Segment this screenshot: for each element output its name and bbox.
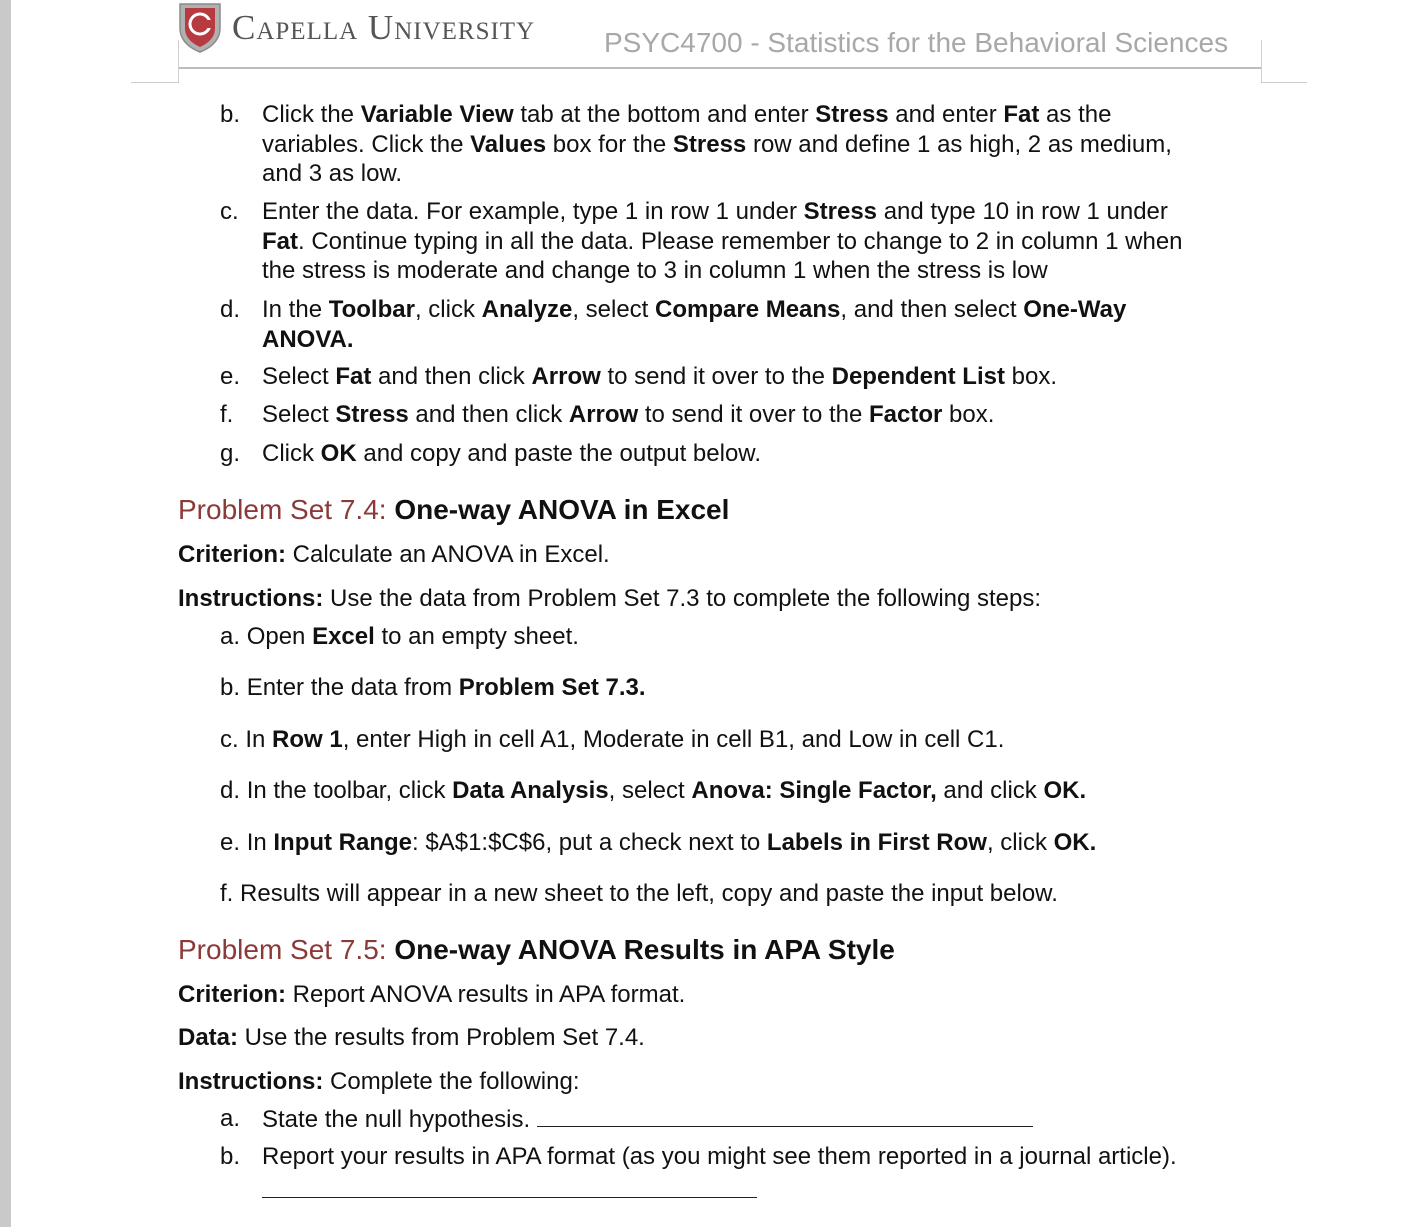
text-run: and 3 as low. (262, 160, 403, 187)
step-label: d. (220, 296, 241, 323)
ps74-step (220, 622, 579, 651)
ps74-criterion (178, 541, 610, 569)
bold-term: Values (470, 130, 547, 158)
text-run: Select (262, 401, 336, 428)
bold-term: ANOVA. (262, 325, 354, 353)
step-line (262, 100, 1172, 130)
text-run: In the (262, 296, 329, 323)
ps74-step (220, 673, 646, 702)
ps74-step (220, 879, 1058, 908)
step-label: a. (220, 623, 247, 650)
text-run: and then click (371, 363, 532, 390)
step-label: g. (220, 440, 241, 467)
criterion-label: Criterion: (178, 541, 286, 568)
ps74-heading: Problem Set 7.4: One-way ANOVA in Excel (178, 494, 730, 525)
bold-term: Arrow (531, 363, 601, 390)
ps75-criterion (178, 981, 685, 1009)
criterion-text: Report ANOVA results in APA format. (286, 981, 686, 1008)
bold-term: Anova: Single Factor, (691, 777, 937, 804)
step-text: Report your results in APA format (as you might see them reported in a journal article). (262, 1143, 1177, 1170)
step-label: c. (220, 726, 246, 753)
course-title: PSYC4700 - Statistics for the Behavioral Sciences (604, 27, 1229, 58)
bold-term: Stress (335, 401, 409, 428)
bold-term: Compare Means (655, 296, 841, 323)
step-text: State the null hypothesis. (262, 1106, 531, 1133)
step-label: f. (220, 880, 241, 907)
text-run: tab at the bottom and enter (513, 101, 816, 128)
bold-term: One-Way (1023, 296, 1127, 323)
instructions-text: Complete the following: (323, 1068, 580, 1095)
ps74-number: Problem Set 7.4 (178, 494, 379, 525)
answer-blank-null-hypothesis[interactable] (537, 1104, 1033, 1127)
text-run: , click (986, 829, 1054, 856)
step-line (262, 325, 1126, 355)
text-run: : $A$1:$C$6, put a check next to (412, 829, 767, 856)
text-run: Results will appear in a new sheet to the left, copy and paste the input below. (240, 880, 1058, 907)
ps74-step (220, 776, 1086, 805)
bold-term: Variable View (360, 101, 514, 128)
bold-term: OK (320, 440, 357, 467)
bold-term: Arrow (568, 401, 639, 428)
step-label: c. (220, 198, 239, 225)
text-run: and click (936, 777, 1044, 804)
header-rule-left (131, 82, 179, 83)
step-label: d. (220, 777, 247, 804)
ps75-instructions (178, 1068, 579, 1096)
ps75-heading: Problem Set 7.5: One-way ANOVA Results in APA Style (178, 934, 895, 965)
text-run: row and define 1 as high, 2 as medium, (746, 130, 1172, 158)
bold-term: Fat (262, 227, 298, 255)
ps74-instructions (178, 585, 1041, 613)
bold-term: Fat (1003, 101, 1040, 128)
text-run: and type 10 in row 1 under (877, 198, 1168, 225)
university-name: Capella University (232, 8, 536, 47)
text-run: to send it over to the (638, 401, 870, 428)
bold-term: Stress (815, 101, 889, 128)
criterion-label: Criterion: (178, 981, 286, 1008)
text-run: Open (246, 623, 313, 650)
step-line (262, 130, 1172, 160)
text-run: , select (572, 296, 656, 323)
text-run: box. (1004, 363, 1057, 390)
step-line (262, 256, 1183, 286)
text-run: In (245, 726, 273, 753)
text-run: the stress is moderate and change to 3 in column 1 when the stress is low (262, 257, 1048, 284)
bold-term: Analyze (481, 296, 573, 323)
text-run: Enter the data. For example, type 1 in row 1 under (262, 198, 804, 225)
text-run: to send it over to the (600, 363, 832, 390)
text-run: . Continue typing in all the data. Please remember to change to 2 in column 1 when (298, 227, 1183, 255)
answer-blank-apa-results[interactable] (262, 1197, 757, 1198)
text-run: to an empty sheet. (374, 623, 579, 650)
step-line (262, 362, 1057, 392)
bold-term: Problem Set 7.3. (458, 674, 646, 701)
header-corner-left (178, 40, 179, 83)
text-run: and enter (888, 101, 1004, 128)
bold-term: Stress (803, 198, 878, 225)
step-label: b. (220, 674, 247, 701)
data-text: Use the results from Problem Set 7.4. (238, 1024, 645, 1051)
text-run: Enter the data from (246, 674, 459, 701)
step-line (262, 400, 994, 430)
ps74-step (220, 725, 1004, 754)
text-run: Click (262, 440, 321, 467)
text-run: In the toolbar, click (246, 777, 453, 804)
step-label: a. (220, 1105, 241, 1132)
step-line (262, 295, 1126, 325)
left-scroll-edge (0, 0, 11, 1227)
step-label: e. (220, 829, 247, 856)
text-run: Click the (262, 101, 361, 128)
step-label: e. (220, 363, 241, 390)
bold-term: Input Range (273, 829, 413, 856)
university-crest-icon (178, 2, 222, 54)
text-run: and then click (408, 401, 569, 428)
instructions-label: Instructions: (178, 585, 324, 612)
ps75-number: Problem Set 7.5 (178, 934, 379, 965)
step-label: b. (220, 1143, 241, 1170)
bold-term: Row 1 (272, 726, 343, 753)
header-rule-right (1261, 82, 1307, 83)
data-label: Data: (178, 1024, 239, 1051)
step-line (262, 439, 761, 469)
ps74-title: One-way ANOVA in Excel (394, 494, 730, 525)
ps75-data (178, 1024, 645, 1052)
bold-term: Dependent List (831, 363, 1005, 390)
header-rule (178, 67, 1261, 69)
instructions-label: Instructions: (178, 1068, 324, 1095)
header-corner-right (1261, 40, 1262, 83)
text-run: Select (262, 363, 336, 390)
step-label: f. (220, 401, 234, 428)
text-run: as the (1039, 101, 1112, 128)
bold-term: OK. (1043, 777, 1087, 804)
ps75-title: One-way ANOVA Results in APA Style (394, 934, 895, 965)
bold-term: Data Analysis (452, 777, 609, 804)
bold-term: Excel (312, 623, 375, 650)
step-line (262, 227, 1183, 257)
text-run: variables. Click the (262, 130, 471, 158)
text-run: box for the (546, 130, 673, 158)
instructions-text: Use the data from Problem Set 7.3 to complete the following steps: (323, 585, 1042, 612)
ps74-step (220, 828, 1096, 857)
text-run: , and then select (840, 296, 1024, 323)
text-run: , click (414, 296, 482, 323)
text-run: , select (608, 777, 692, 804)
bold-term: OK. (1053, 829, 1097, 856)
criterion-text: Calculate an ANOVA in Excel. (286, 541, 610, 568)
text-run: , enter High in cell A1, Moderate in cell B1, and Low in cell C1. (342, 726, 1005, 753)
bold-term: Labels in First Row (766, 829, 987, 856)
text-run: box. (942, 401, 995, 428)
bold-term: Toolbar (328, 296, 415, 323)
page-header (0, 0, 1419, 90)
text-run: In (246, 829, 274, 856)
bold-term: Fat (335, 363, 372, 390)
bold-term: Stress (672, 130, 747, 158)
bold-term: Factor (869, 401, 943, 428)
step-line (262, 197, 1183, 227)
step-line (262, 159, 1172, 189)
text-run: and copy and paste the output below. (356, 440, 761, 467)
step-label: b. (220, 101, 241, 128)
